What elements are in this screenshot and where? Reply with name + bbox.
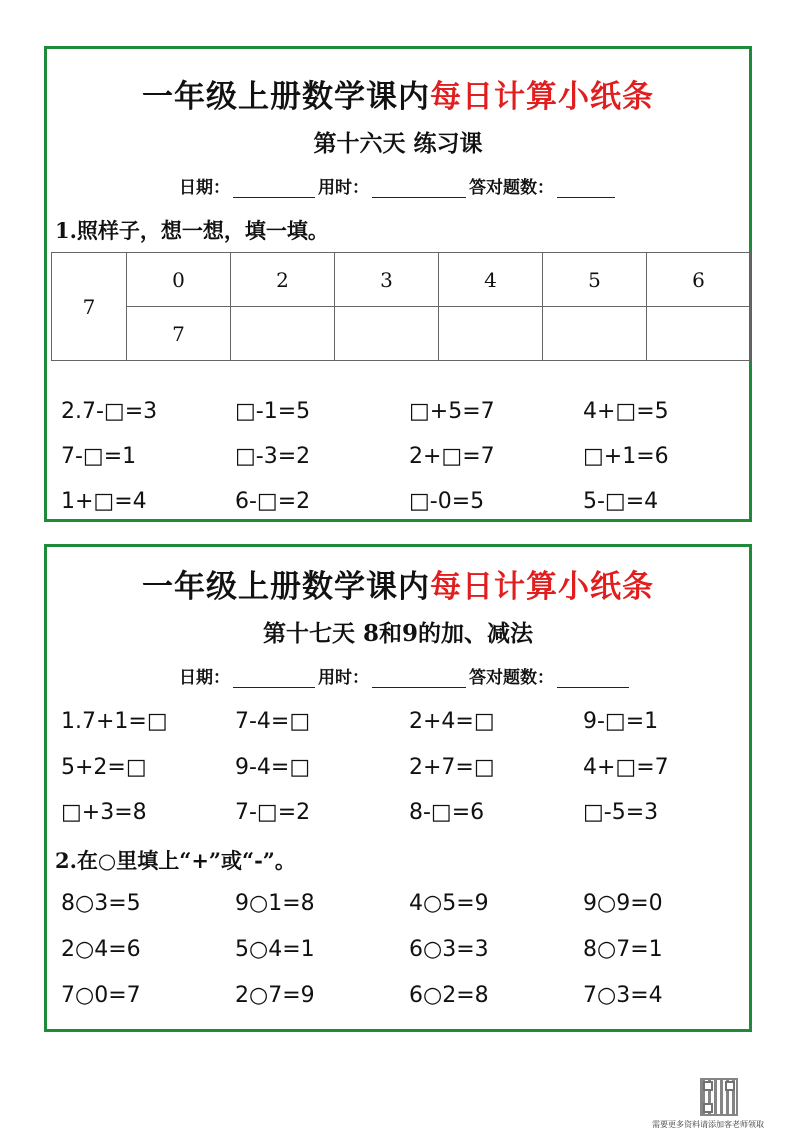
equation: □-3=2: [235, 444, 311, 469]
equation: 2+4=□: [409, 709, 495, 734]
circle-equation: 4○5=9: [409, 891, 489, 916]
worksheet-title: [47, 561, 749, 606]
equation-row: [61, 886, 741, 922]
equation: 2+7=□: [409, 755, 495, 780]
equation: □-1=5: [235, 399, 311, 424]
equation: 6-□=2: [235, 489, 311, 514]
worksheet-day17: [44, 544, 752, 1032]
equation: 9-4=□: [235, 755, 311, 780]
question-1-heading: 1.照样子，想一想，填一填。: [55, 218, 329, 243]
equation: 5+2=□: [61, 755, 147, 780]
table-top-cell: 5: [543, 253, 647, 307]
date-blank[interactable]: [233, 177, 315, 198]
circle-equation: 6○3=3: [409, 937, 489, 962]
table-bottom-cell: 7: [127, 307, 231, 361]
equation-row: [61, 795, 741, 831]
correct-blank[interactable]: [557, 667, 629, 688]
equation: 1+□=4: [61, 489, 147, 514]
equation: 7-4=□: [235, 709, 311, 734]
equation-row: [61, 978, 741, 1014]
time-blank[interactable]: [372, 177, 466, 198]
table-answer-cell[interactable]: [439, 307, 543, 361]
circle-equation: 8○3=5: [61, 891, 141, 916]
correct-blank[interactable]: [557, 177, 615, 198]
info-line: [179, 173, 618, 198]
circle-equation: 2○7=9: [235, 983, 315, 1008]
circle-equation: 7○0=7: [61, 983, 141, 1008]
table-left-value: 7: [52, 253, 127, 361]
circle-equation: 9○1=8: [235, 891, 315, 916]
equation: □-0=5: [409, 489, 485, 514]
table-top-cell: 3: [335, 253, 439, 307]
equation-row: [61, 750, 741, 786]
equation: 4+□=7: [583, 755, 669, 780]
equation: 4+□=5: [583, 399, 669, 424]
equation: 9-□=1: [583, 709, 659, 734]
circle-equation: 2○4=6: [61, 937, 141, 962]
equation: 7-□=2: [235, 800, 311, 825]
equation: 1.7+1=□: [61, 709, 168, 734]
qr-code-icon[interactable]: [700, 1078, 738, 1116]
date-blank[interactable]: [233, 667, 315, 688]
correct-label: 答对题数：: [469, 668, 554, 688]
title-red: 每日计算小纸条: [430, 79, 654, 115]
time-label: 用时：: [318, 178, 369, 198]
equation: 7-□=1: [61, 444, 137, 469]
equation: 5-□=4: [583, 489, 659, 514]
table-top-cell: 6: [647, 253, 751, 307]
equation-row: [61, 394, 741, 430]
equation: □+3=8: [61, 800, 147, 825]
equation-row: [61, 439, 741, 475]
equation-row: [61, 704, 741, 740]
equation: □+1=6: [583, 444, 669, 469]
table-top-cell: 0: [127, 253, 231, 307]
fill-table: [51, 252, 751, 361]
worksheet-subtitle: 第十六天 练习课: [313, 130, 483, 157]
footer-note: 需要更多资料请添加客老师领取: [652, 1120, 764, 1129]
title-black: 一年级上册数学课内: [142, 569, 430, 605]
info-line: [179, 663, 632, 688]
title-red: 每日计算小纸条: [430, 569, 654, 605]
time-label: 用时：: [318, 668, 369, 688]
date-label: 日期：: [179, 178, 230, 198]
table-answer-cell[interactable]: [231, 307, 335, 361]
question-2-heading: 2.在○里填上“+”或“-”。: [55, 848, 296, 873]
circle-equation: 9○9=0: [583, 891, 663, 916]
equation: 8-□=6: [409, 800, 485, 825]
worksheet-subtitle: 第十七天 8和9的加、减法: [262, 620, 533, 647]
title-black: 一年级上册数学课内: [142, 79, 430, 115]
correct-label: 答对题数：: [469, 178, 554, 198]
equation: 2.7-□=3: [61, 399, 158, 424]
table-top-cell: 4: [439, 253, 543, 307]
date-label: 日期：: [179, 668, 230, 688]
equation: 2+□=7: [409, 444, 495, 469]
circle-equation: 6○2=8: [409, 983, 489, 1008]
equation-row: [61, 484, 741, 520]
worksheet-title: [47, 71, 749, 116]
time-blank[interactable]: [372, 667, 466, 688]
equation: □+5=7: [409, 399, 495, 424]
worksheet-day16: [44, 46, 752, 522]
equation: □-5=3: [583, 800, 659, 825]
equation-row: [61, 932, 741, 968]
table-answer-cell[interactable]: [543, 307, 647, 361]
footer: [584, 1078, 764, 1128]
table-answer-cell[interactable]: [335, 307, 439, 361]
circle-equation: 5○4=1: [235, 937, 315, 962]
table-top-cell: 2: [231, 253, 335, 307]
circle-equation: 8○7=1: [583, 937, 663, 962]
table-answer-cell[interactable]: [647, 307, 751, 361]
circle-equation: 7○3=4: [583, 983, 663, 1008]
